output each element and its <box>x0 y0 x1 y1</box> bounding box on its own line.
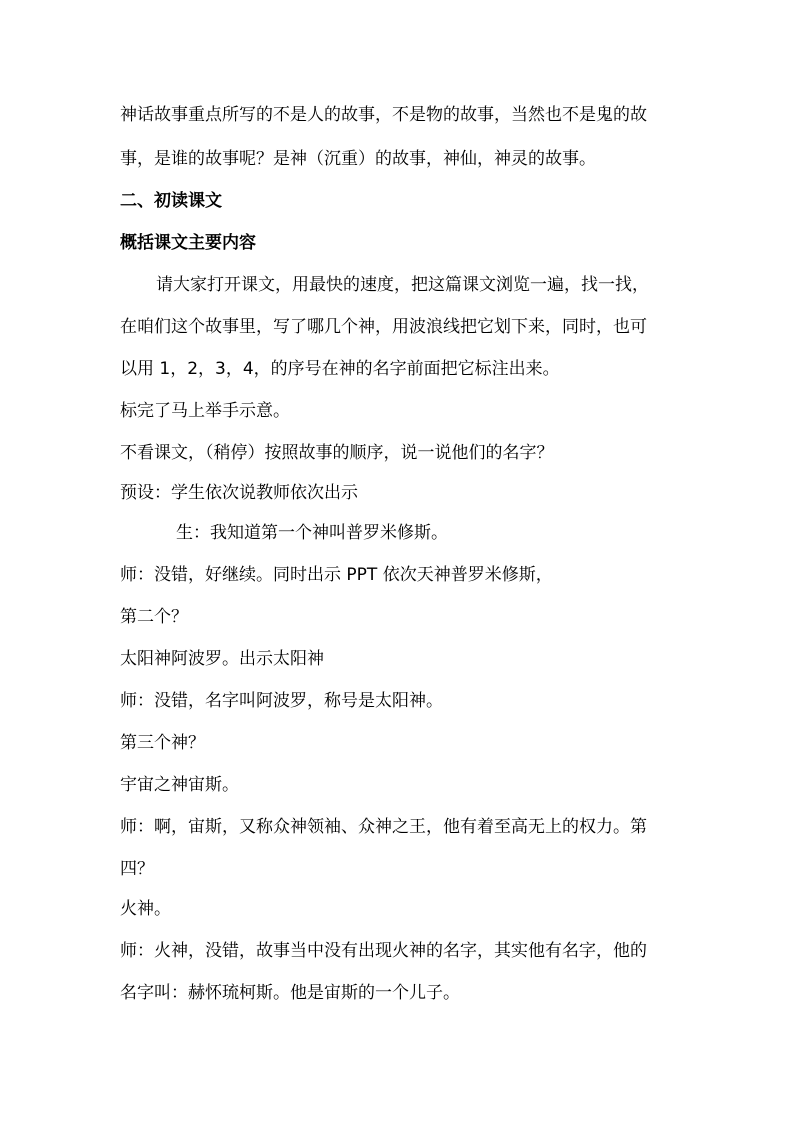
paragraph-line: 标完了马上举手示意。 <box>120 401 290 421</box>
paragraph-line: 预设：学生依次说教师依次出示 <box>120 483 358 503</box>
dialogue-line: 第三个神？ <box>120 733 205 753</box>
dialogue-line: 第二个？ <box>120 607 188 627</box>
dialogue-line: 四？ <box>120 859 154 879</box>
dialogue-line: 生：我知道第一个神叫普罗米修斯。 <box>176 523 448 543</box>
paragraph-line: 以用 1，2，3，4，的序号在神的名字前面把它标注出来。 <box>120 359 560 379</box>
paragraph-line: 事，是谁的故事呢？是神（沉重）的故事，神仙，神灵的故事。 <box>120 149 596 169</box>
dialogue-line: 师：没错，名字叫阿波罗，称号是太阳神。 <box>120 691 443 711</box>
dialogue-line: 师：火神，没错，故事当中没有出现火神的名字，其实他有名字，他的 <box>120 941 647 961</box>
dialogue-line: 太阳神阿波罗。出示太阳神 <box>120 649 324 669</box>
subsection-heading: 概括课文主要内容 <box>120 233 256 253</box>
section-heading: 二、初读课文 <box>120 191 222 211</box>
dialogue-line: 师：没错，好继续。同时出示 PPT 依次天神普罗米修斯， <box>120 565 553 585</box>
paragraph-line: 不看课文，（稍停）按照故事的顺序，说一说他们的名字？ <box>120 443 554 463</box>
paragraph-line: 请大家打开课文，用最快的速度，把这篇课文浏览一遍，找一找， <box>156 275 649 295</box>
dialogue-line: 宇宙之神宙斯。 <box>120 775 239 795</box>
dialogue-line: 名字叫：赫怀琉柯斯。他是宙斯的一个儿子。 <box>120 983 460 1003</box>
dialogue-line: 火神。 <box>120 899 171 919</box>
paragraph-line: 神话故事重点所写的不是人的故事，不是物的故事，当然也不是鬼的故 <box>120 105 647 125</box>
paragraph-line: 在咱们这个故事里，写了哪几个神，用波浪线把它划下来，同时，也可 <box>120 317 647 337</box>
dialogue-line: 师：啊，宙斯，又称众神领袖、众神之王，他有着至高无上的权力。第 <box>120 817 647 837</box>
